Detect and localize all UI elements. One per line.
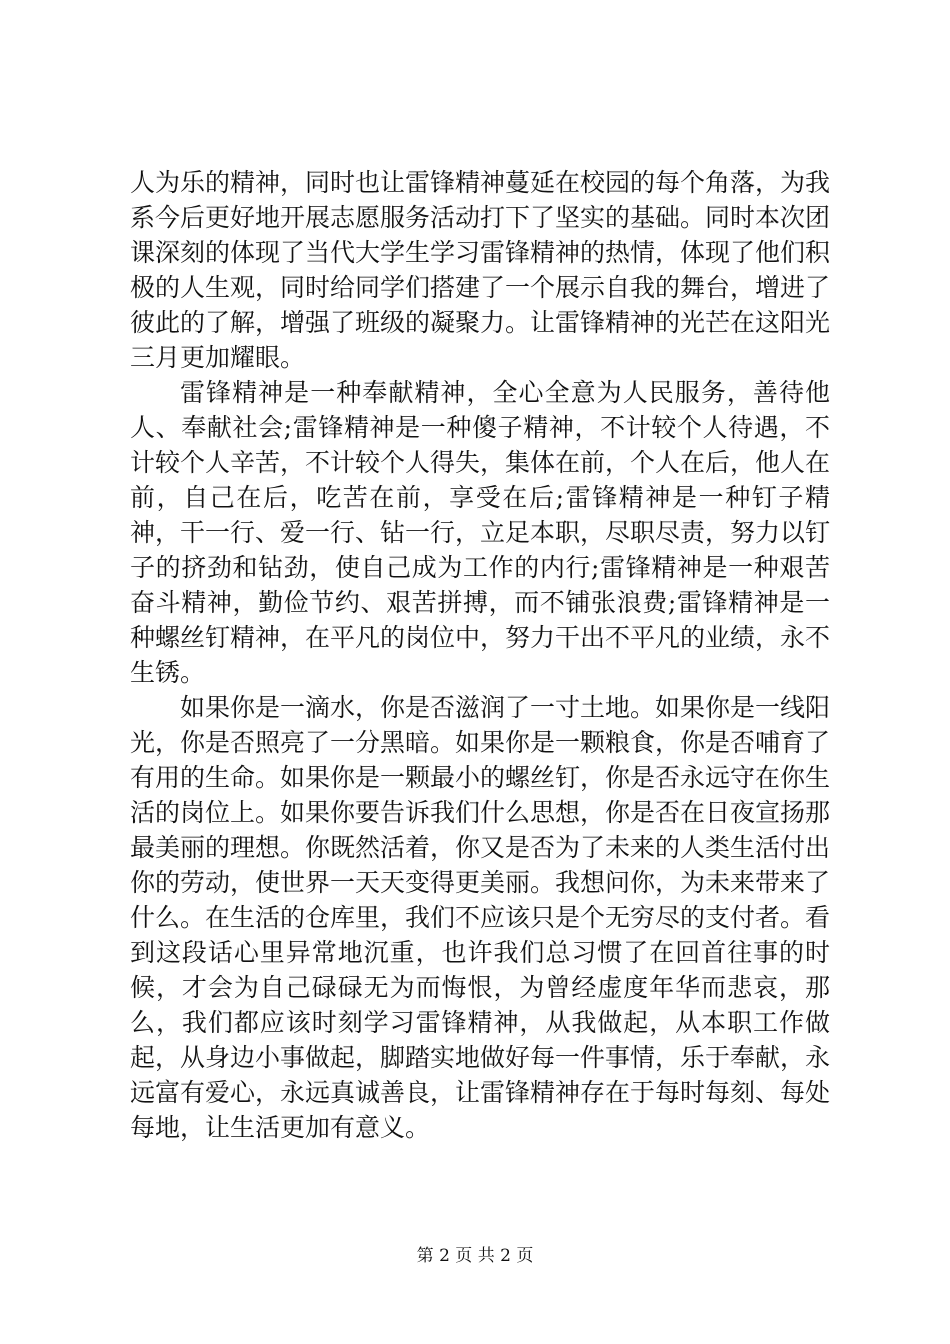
- page-number-footer: 第 2 页 共 2 页: [416, 1246, 534, 1266]
- paragraph-continuation: 人为乐的精神，同时也让雷锋精神蔓延在校园的每个角落，为我系今后更好地开展志愿服务活动打下了坚实的基础。同时本次团课深刻的体现了当代大学生学习雷锋精神的热情，体现了他们积极的人生观，同时给同学们搭建了一个展示自我的舞台，增进了彼此的了解，增强了班级的凝聚力。让雷锋精神的光芒在这阳光三月更加耀眼。: [130, 168, 831, 372]
- document-body: [130, 165, 830, 1145]
- paragraph-reflection: 如果你是一滴水，你是否滋润了一寸土地。如果你是一线阳光，你是否照亮了一分黑暗。如果你是一颗粮食，你是否哺育了有用的生命。如果你是一颗最小的螺丝钉，你是否永远守在你生活的岗位上。如果你要告诉我们什么思想，你是否在日夜宣扬那最美丽的理想。你既然活着，你又是否为了未来的人类生活付出你的劳动，使世界一天天变得更美丽。我想问你，为未来带来了什么。在生活的仓库里，我们不应该只是个无穷尽的支付者。看到这段话心里异常地沉重，也许我们总习惯了在回首往事的时候，才会为自己碌碌无为而悔恨，为曾经虚度年华而悲哀，那么，我们都应该时刻学习雷锋精神，从我做起，从本职工作做起，从身边小事做起，脚踏实地做好每一件事情，乐于奉献，永远富有爱心，永远真诚善良，让雷锋精神存在于每时每刻、每处每地，让生活更加有意义。: [130, 693, 831, 1142]
- paragraph-lei-feng-spirit: 雷锋精神是一种奉献精神，全心全意为人民服务，善待他人、奉献社会;雷锋精神是一种傻子精神，不计较个人待遇，不计较个人辛苦，不计较个人得失，集体在前，个人在后，他人在前，自己在后，吃苦在前，享受在后;雷锋精神是一种钉子精神，干一行、爱一行、钻一行，立足本职，尽职尽责，努力以钉子的挤劲和钻劲，使自己成为工作的内行;雷锋精神是一种艰苦奋斗精神，勤俭节约、艰苦拼搏，而不铺张浪费;雷锋精神是一种螺丝钉精神，在平凡的岗位中，努力干出不平凡的业绩，永不生锈。: [130, 378, 831, 687]
